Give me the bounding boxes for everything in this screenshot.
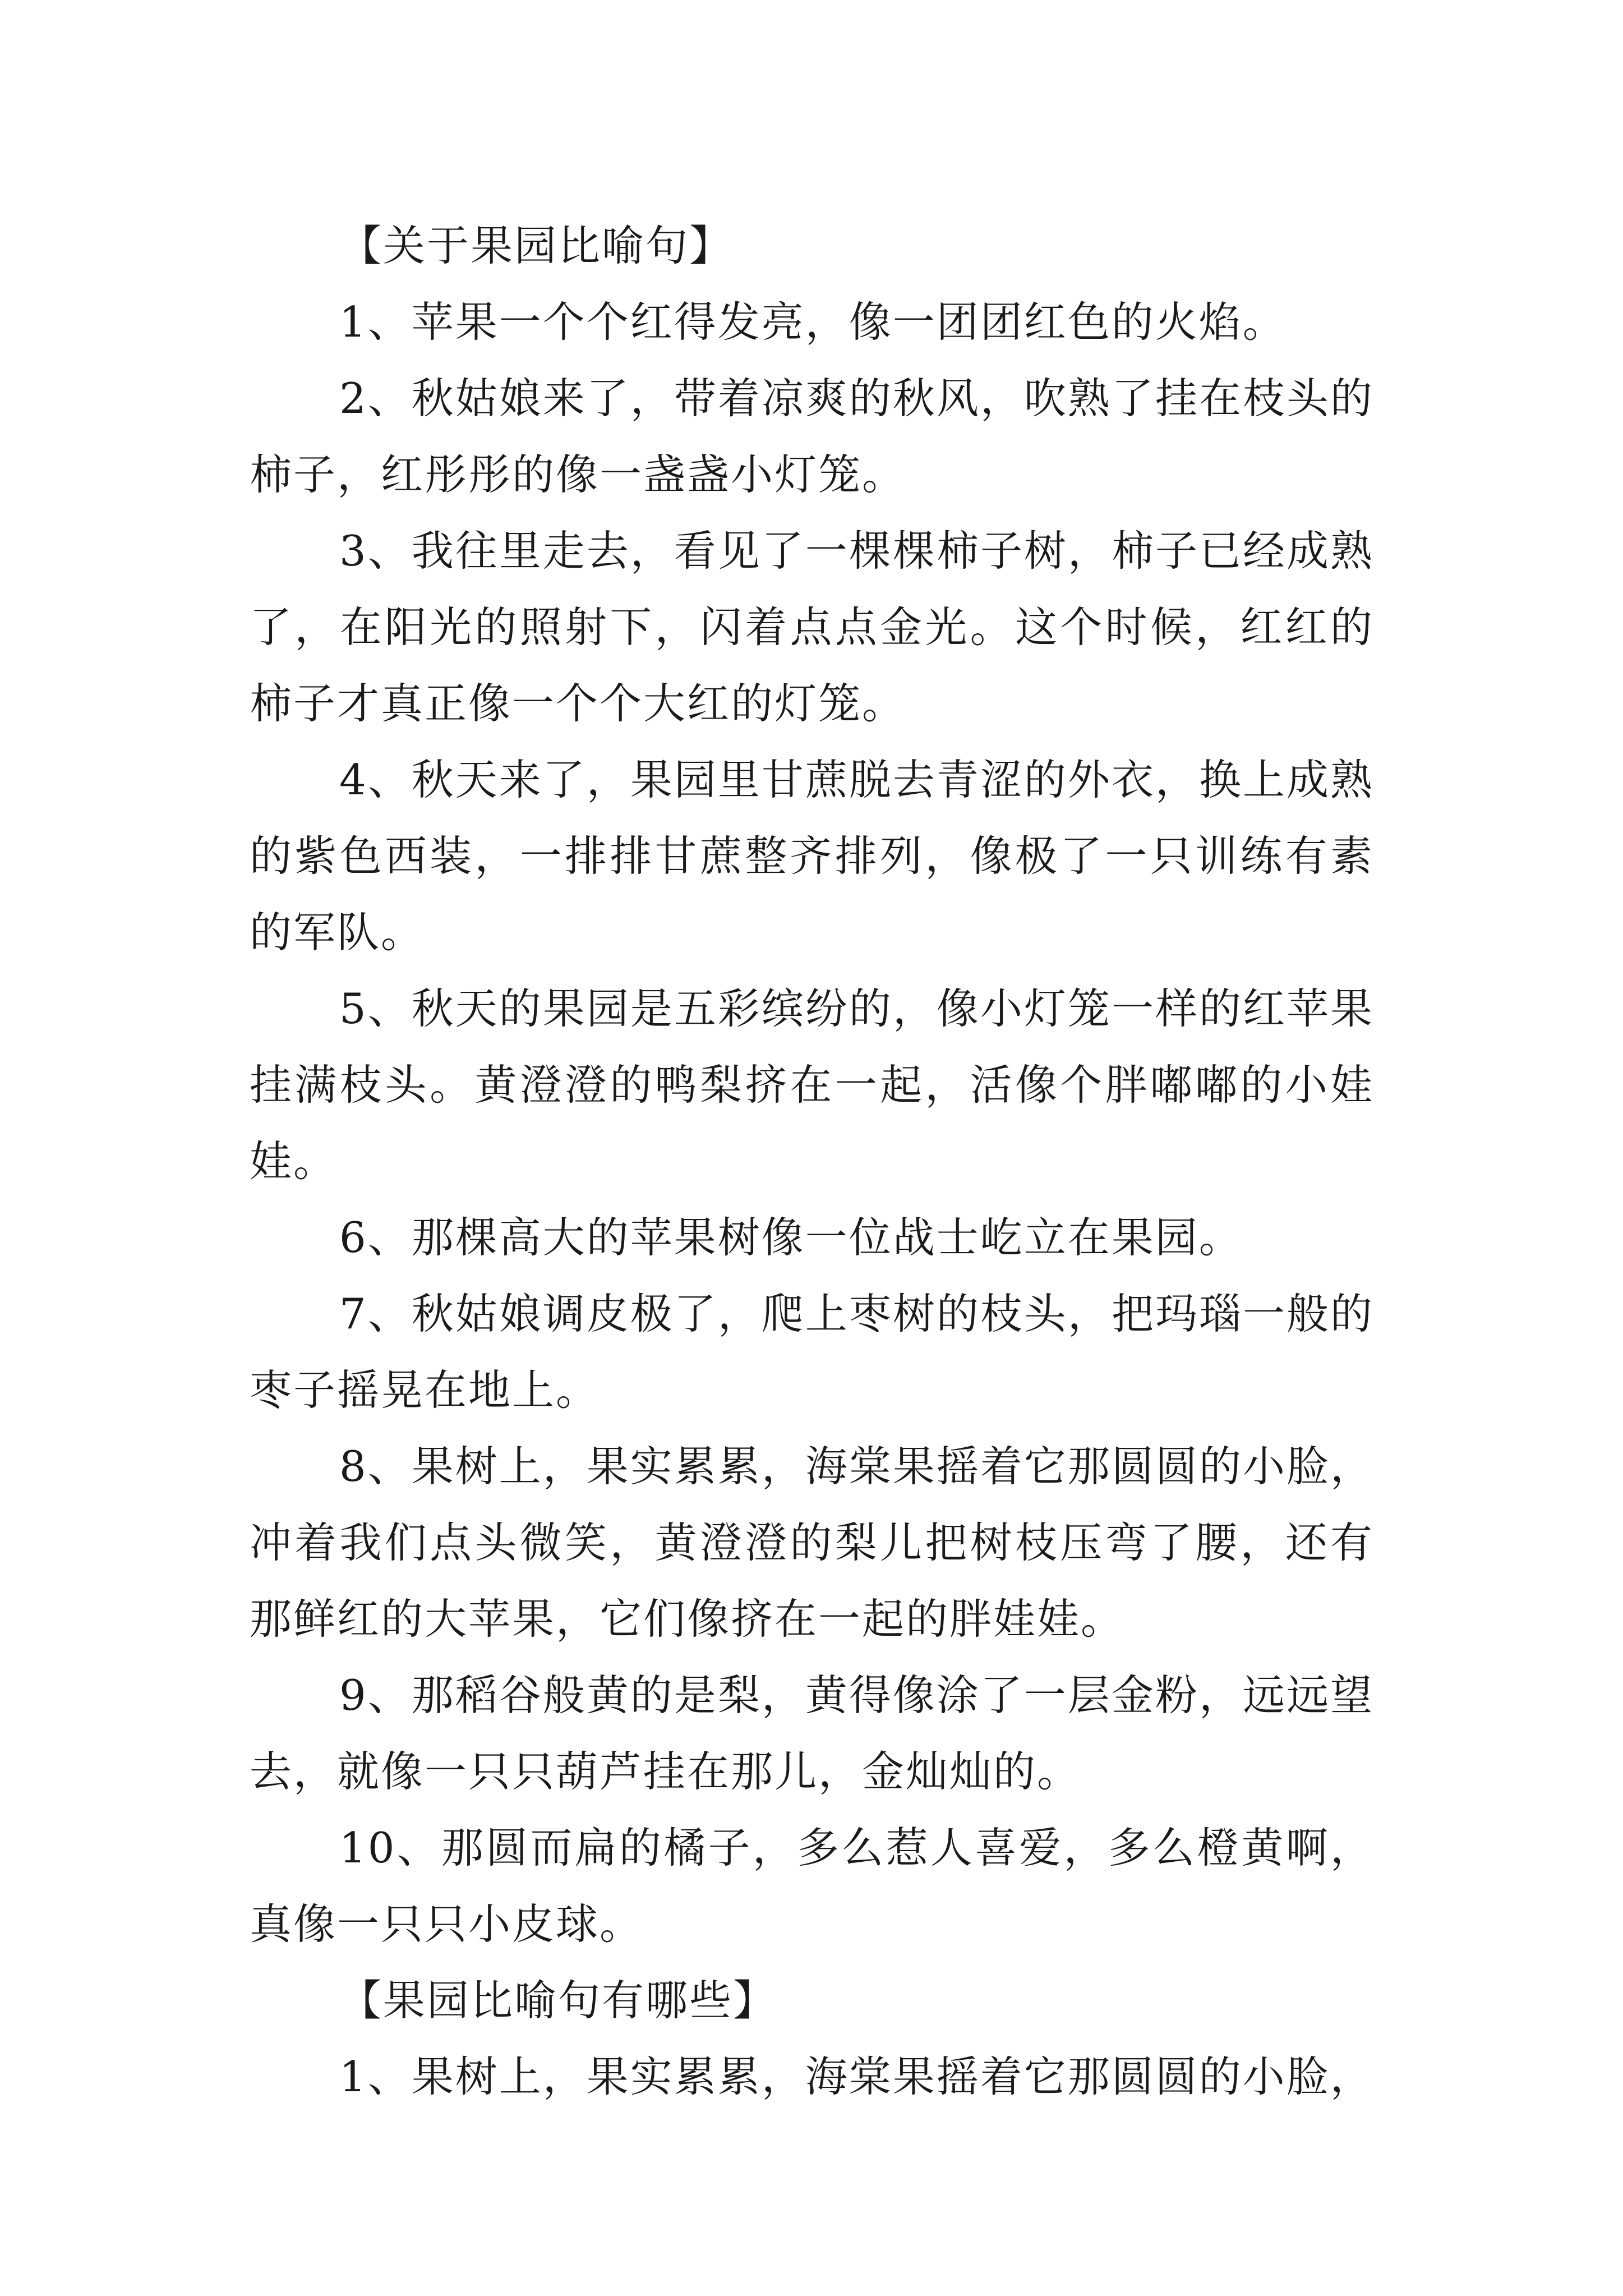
list-item: 1、果树上，果实累累，海棠果摇着它那圆圆的小脸， [339,2052,1374,2101]
list-item: 4、秋天来了，果园里甘蔗脱去青涩的外衣，换上成熟的紫色西装，一排排甘蔗整齐排列，像极了一只训练有素的军队。 [250,755,1374,957]
list-item: 6、那棵高大的苹果树像一位战士屹立在果园。 [339,1213,1243,1262]
list-item: 7、秋姑娘调皮极了，爬上枣树的枝头，把玛瑙一般的枣子摇晃在地上。 [250,1289,1374,1415]
list-item: 8、果树上，果实累累，海棠果摇着它那圆圆的小脸，冲着我们点头微笑，黄澄澄的梨儿把树枝压弯了腰，还有那鲜红的大苹果，它们像挤在一起的胖娃娃。 [250,1442,1374,1644]
list-item: 1、苹果一个个红得发亮，像一团团红色的火焰。 [339,297,1287,347]
list-item: 2、秋姑娘来了，带着凉爽的秋风，吹熟了挂在枝头的柿子，红彤彤的像一盏盏小灯笼。 [250,374,1374,499]
section-heading: 【果园比喻句有哪些】 [339,1976,777,2025]
list-item: 5、秋天的果园是五彩缤纷的，像小灯笼一样的红苹果挂满枝头。黄澄澄的鸭梨挤在一起，活像个胖嘟嘟的小娃娃。 [250,984,1374,1186]
section-heading: 【关于果园比喻句】 [339,221,734,270]
list-item: 3、我往里走去，看见了一棵棵柿子树，柿子已经成熟了，在阳光的照射下，闪着点点金光。这个时候，红红的柿子才真正像一个个大红的灯笼。 [250,526,1374,728]
document-body [250,208,1374,2115]
list-item: 10、那圆而扁的橘子，多么惹人喜爱，多么橙黄啊，真像一只只小皮球。 [250,1823,1374,1949]
list-item: 9、那稻谷般黄的是梨，黄得像涂了一层金粉，远远望去，就像一只只葫芦挂在那儿，金灿灿的。 [250,1671,1374,1796]
